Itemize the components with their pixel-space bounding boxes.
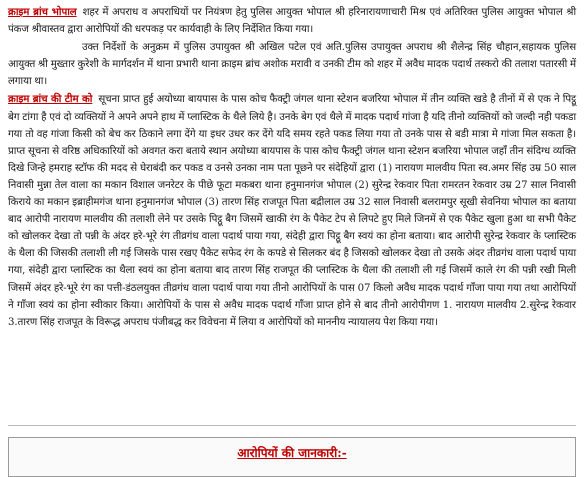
operation-text: सूचना प्राप्त हुई अयोध्या बायपास के पास कोच फैक्ट्री जंगल थाना स्टेशन बजरिया भोपाल में तीन व्यक्ति खडे है तीनों में से एक ने पिट्ठू बेग टांगा है एवं दो व्यक्तियों ने अपने अपने हाथ में प्लास्टिक के थैले लिये है। उनके बेग एवं थैले में मादक पदार्थ गांजा है यदि तीनो व्यक्तियों को जल्दी नही पकडा गया तो वह गांजा किसी को बेच कर ठिकाने लगा देंगे या इधर उधर कर देंगे यदि समय रहते पकड लिया गया तो उनके पास से बडी मात्रा मे गांजा मिल सकता है। प्राप्त सूचना से वरिष्ठ अधिकारियों को अवगत करा बताये स्थान अयोध्या बायपास के पास कोच फैक्ट्री जंगल थाना स्टेशन बजरिया भोपाल जहाँ तीन संदिग्ध व्यक्ति दिखे जिन्हे हमराह स्टॉफ की मदद से घेराबंदी कर पकड व उनसे उनका नाम पता पूछने पर संदेहियों द्वारा (1) नारायण मालवीय पिता स्व.अमर सिंह उम्र 50 साल निवासी मुन्ना तेल वाला का मकान विशाल जनरेटर के पीछे फूटा मकबरा थाना हनुमानगंज भोपाल (2) सुरेन्द्र रेकवार पिता रामरतन रेकवार उम्र 27 साल निवासी किराये का मकान इब्राहीमगंज थाना हनुमानगंज भोपाल (3) तारण सिंह राजपूत पिता बद्रीलाल उम्र 32 साल निवासी बलरामपुर सूखी सेवनिया भोपाल का बताया बाद आरोपी नारायण मालवीय की तलाशी लेने पर उसके पिट्ठू बैग जिसमें खाकी रंग के पैकेट टेप से लिपटे हुए मिले जिनमें से एक पैकेट खुला हुआ था सभी पैकेट को खोलकर देखा तो पन्नी के अंदर हरे-भूरे रंग तीव्रगंध वाला पदार्थ पाया गया, संदेही द्वारा पिट्ठू बैग स्वयं का होना बताया। बाद आरोपी सुरेन्द्र रेकवार के प्लास्टिक के थैला की जिसकी तलाशी ली गई जिसके पास रखए पैकेट सफेद रंग के कपडे से सिलकर बंद है जिसको खोलकर देखा तो उसके अंदर तीव्रगंध वाला पदार्थ पाया गया, संदेही द्वारा प्लास्टिक का थैला स्वयं का होना बताया बाद तारण सिंह राजपूत की प्लास्टिक के थैला की तलाशी ली गई जिसमें काले रंग की पन्नी रखी मिली जिसमें अंदर हरे-भूरे रंग का पत्ती-डंठलयुक्त तीव्रगंध वाला पदार्थ पाया गया तीनो आरोपियों के पास 07 किलो अवैध मादक पदार्थ गाँजा पाया गया तथा आरोपियों ने गाँजा स्वयं का होना स्वीकार किया। आरोपियों के पास से अवैध मादक पदार्थ गाँजा प्राप्त होने से बाद तीनो आरोपीगण 1. नारायण मालवीय 2.सुरेन्द्र रेकवार 3.तारण सिंह राजपूत के विरूद्ध अपराध पंजीबद्ध कर विवेचना में लिया व आरोपियों को माननीय न्यायालय पेश किया गया। <box>8 94 576 328</box>
team-heading: क्राइम ब्रांच की टीम को <box>8 93 93 106</box>
accused-info-table <box>8 437 576 477</box>
accused-info-title: आरोपियों की जानकारी:- <box>237 446 347 460</box>
paragraph-instructions: उक्त निर्देशों के अनुक्रम में पुलिस उपायुक्त श्री अखिल पटेल एवं अति.पुलिस उपायुक्त अपराध श्री शैलेन्द्र सिंह चौहान,सहायक पुलिस आयुक्त श्री मुख्तार कुरेशी के मार्गदर्शन में थाना प्रभारी थाना क्राइम ब्रांच अशोक मरावी व उनकी टीम को शहर में अवैध मादक पदार्थ तस्करो की तलाश पतारसी में लगाया था। <box>8 42 576 88</box>
crime-branch-heading: क्राइम ब्रांच भोपाल <box>8 6 77 18</box>
paragraph-intro <box>8 4 576 38</box>
intro-text: शहर में अपराध व अपराधियों पर नियंत्रण हेतु पुलिस आयुक्त भोपाल श्री हरिनारायणाचारी मिश्र एवं अतिरिक्त पुलिस आयुक्त भोपाल श्री पंकज श्रीवास्तव द्वारा आरोपियों की धरपकड़ पर कार्यवाही के लिए निर्देशित किया गया। <box>8 7 576 36</box>
paragraph-operation <box>8 91 576 330</box>
section-divider <box>8 425 576 426</box>
